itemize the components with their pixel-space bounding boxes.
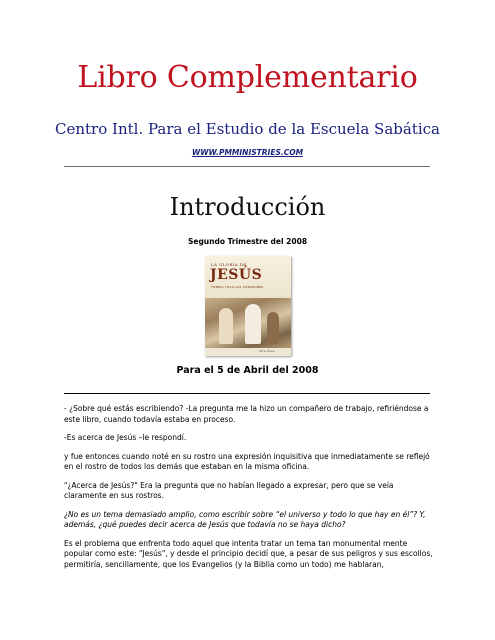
cover-author: Otra Frase: [259, 349, 275, 353]
cover-main-title: JESÚS: [210, 267, 263, 283]
paragraph: - ¿Sobre qué estás escribiendo? -La pregunta me la hizo un compañero de trabajo, refiriéndose a este libro, cuando todavía estaba en proceso.: [64, 404, 429, 424]
lesson-date: Para el 5 de Abril del 2008: [176, 365, 319, 376]
body-text: [64, 404, 434, 578]
paragraph: "¿Acerca de Jesús?" Era la pregunta que no habían llegado a expresar, pero que se veía claramente en sus rostros.: [64, 480, 394, 500]
header-divider: [64, 166, 430, 167]
cover-figure: [219, 308, 233, 344]
cover-figure: [245, 304, 261, 344]
quarter-label: Segundo Trimestre del 2008: [187, 237, 308, 246]
cover-painting: [205, 298, 291, 348]
cover-small-title: LA GLORIA DE: [211, 262, 247, 267]
book-cover-image: [205, 256, 291, 356]
body-divider: [64, 393, 430, 394]
paragraph: ¿No es un tema demasiado amplio, como escribir sobre “el universo y todo lo que hay en él”? Y, además, ¿qué puedes decir acerca de Jesús que todavía no se haya dicho?: [64, 509, 426, 529]
paragraph: -Es acerca de Jesús –le respondí.: [64, 433, 187, 442]
paragraph: Es el problema que enfrenta todo aquel que intenta tratar un tema tan monumental mente popular como este: "Jesús", y desde el principio decidí que, a pesar de sus peligros y sus escollos, permitiría, sencillamente, que los Evangelios (y la Biblia como un todo) me hablaran,: [64, 538, 433, 569]
cover-figure: [267, 312, 279, 344]
website-link[interactable]: WWW.PMMINISTRIES.COM: [191, 148, 304, 157]
cover-bottom-band: [205, 348, 291, 356]
section-heading: Introducción: [169, 193, 326, 221]
book-title: Libro Complementario: [77, 60, 418, 95]
cover-tagline: TOMPIA TOCA LOS CORAZONES: [211, 285, 264, 289]
paragraph: y fue entonces cuando noté en su rostro una expresión inquisitiva que inmediatamente se reflejó en el rostro de todos los demás que estaban en la misma oficina.: [64, 451, 430, 471]
organization-subtitle: Centro Intl. Para el Estudio de la Escuela Sabática: [55, 120, 440, 138]
